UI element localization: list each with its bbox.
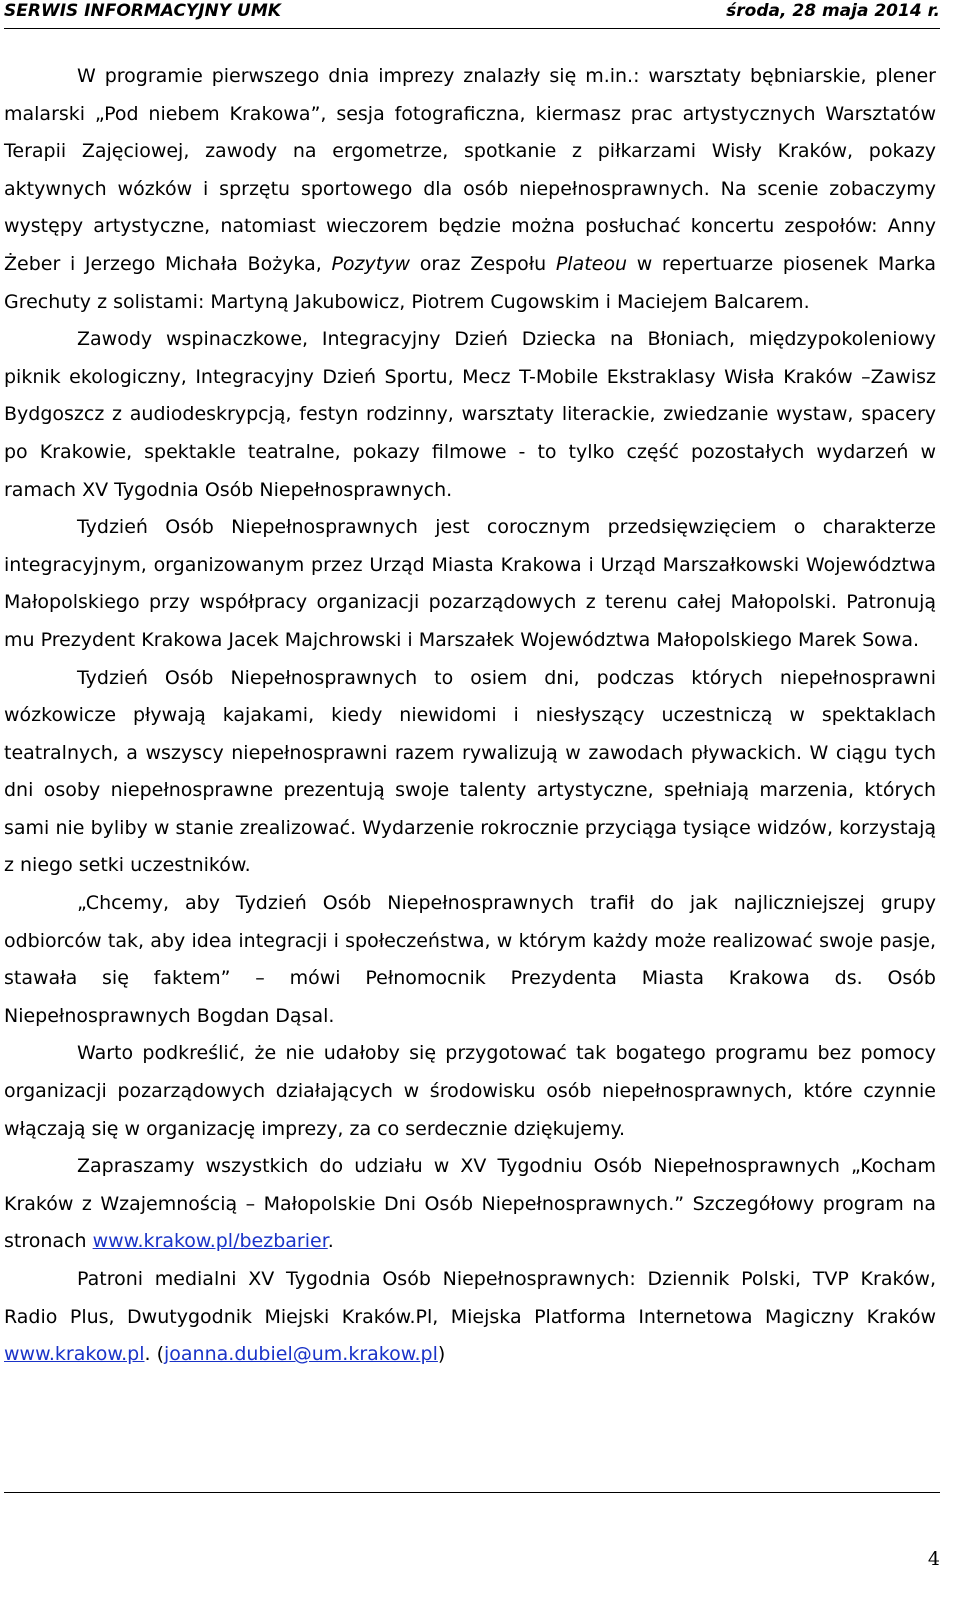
paragraph-text: oraz Zespołu xyxy=(410,252,556,275)
paragraph-text: w repertuarze piosenek Marka Grechuty z solistami: Martyną Jakubowicz, Piotrem Cugowskim i Maciejem Balcarem. xyxy=(4,252,936,313)
paragraph-text: Zapraszamy wszystkich do udziału w XV Tygodniu Osób Niepełnosprawnych „Kocham Kraków z Wzajemnością – Małopolskie Dni Osób Niepełnosprawnych.” Szczegółowy program na stronach xyxy=(4,1155,936,1253)
band-name-plateou: Plateou xyxy=(555,252,628,275)
paragraph-program xyxy=(4,58,936,321)
paragraph-invitation xyxy=(4,1148,936,1261)
paragraph-text: W programie pierwszego dnia imprezy znalazły się m.in.: warsztaty bębniarskie, plener malarski „Pod niebem Krakowa”, sesja fotograficzna, kiermasz prac artystycznych Warsztatów Terapii Zajęciowej, zawody na ergometrze, spotkanie z piłkarzami Wisły Kraków, pokazy aktywnych wózków i sprzętu sportowego dla osób niepełnosprawnych. Na scenie zobaczymy występy artystyczne, natomiast wieczorem będzie można posłuchać koncertu zespołów: Anny Żeber i Jerzego Michała Bożyka, xyxy=(4,65,936,275)
paragraph-events: Zawody wspinaczkowe, Integracyjny Dzień Dziecka na Błoniach, międzypokoleniowy piknik ekologiczny, Integracyjny Dzień Sportu, Mecz T-Mobile Ekstraklasy Wisła Kraków –Zawisz Bydgoszcz z audiodeskrypcją, festyn rodzinny, warsztaty literackie, zwiedzanie wystaw, spacery po Krakowie, spektakle teatralne, pokazy filmowe - to tylko część pozostałych wydarzeń w ramach XV Tygodnia Osób Niepełnosprawnych. xyxy=(4,328,936,501)
paragraph-text: ) xyxy=(437,1343,446,1366)
paragraph-text: . xyxy=(327,1230,334,1253)
bezbarier-link[interactable]: www.krakow.pl/bezbarier xyxy=(92,1230,328,1253)
page-header xyxy=(4,0,940,29)
article-body xyxy=(4,58,936,1374)
paragraph-text: . ( xyxy=(144,1343,164,1366)
header-date: środa, 28 maja 2014 r. xyxy=(726,1,940,21)
paragraph-quote: „Chcemy, aby Tydzień Osób Niepełnosprawnych trafił do jak najliczniejszej grupy odbiorców tak, aby idea integracji i społeczeństwa, w którym każdy może realizować swoje pasje, stawała się faktem” – mówi Pełnomocnik Prezydenta Miasta Krakowa ds. Osób Niepełnosprawnych Bogdan Dąsal. xyxy=(4,892,936,1027)
band-name-pozytyw: Pozytyw xyxy=(331,252,411,275)
email-link[interactable]: joanna.dubiel@um.krakow.pl xyxy=(164,1343,438,1366)
paragraph-about: Tydzień Osób Niepełnosprawnych jest corocznym przedsięwzięciem o charakterze integracyjnym, organizowanym przez Urząd Miasta Krakowa i Urząd Marszałkowski Województwa Małopolskiego przy współpracy organizacji pozarządowych z terenu całej Małopolski. Patronują mu Prezydent Krakowa Jacek Majchrowski i Marszałek Województwa Małopolskiego Marek Sowa. xyxy=(4,516,936,651)
header-title: SERWIS INFORMACYJNY UMK xyxy=(4,1,281,21)
krakow-link[interactable]: www.krakow.pl xyxy=(4,1343,145,1366)
footer-divider xyxy=(4,1492,940,1493)
page-number: 4 xyxy=(927,1548,940,1570)
paragraph-media-patrons xyxy=(4,1261,936,1374)
paragraph-text: Patroni medialni XV Tygodnia Osób Niepełnosprawnych: Dziennik Polski, TVP Kraków, Radio Plus, Dwutygodnik Miejski Kraków.Pl, Miejska Platforma Internetowa Magiczny Kraków xyxy=(4,1268,936,1328)
paragraph-eight-days: Tydzień Osób Niepełnosprawnych to osiem dni, podczas których niepełnosprawni wózkowicze pływają kajakami, kiedy niewidomi i niesłyszący uczestniczą w spektaklach teatralnych, a wszyscy niepełnosprawni razem rywalizują w zawodach pływackich. W ciągu tych dni osoby niepełnosprawne prezentują swoje talenty artystyczne, spełniają marzenia, których sami nie byliby w stanie zrealizować. Wydarzenie rokrocznie przyciąga tysiące widzów, korzystają z niego setki uczestników. xyxy=(4,666,936,877)
paragraph-thanks: Warto podkreślić, że nie udałoby się przygotować tak bogatego programu bez pomocy organizacji pozarządowych działających w środowisku osób niepełnosprawnych, które czynnie włączają się w organizację imprezy, za co serdecznie dziękujemy. xyxy=(4,1042,936,1140)
